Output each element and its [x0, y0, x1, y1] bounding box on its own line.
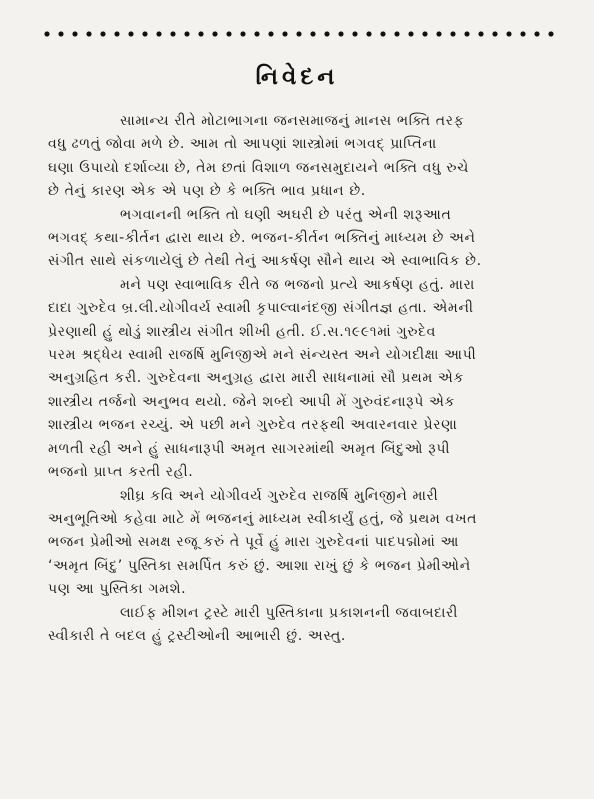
- text-line: ભગવાનની ભક્તિ તો ઘણી અઘરી છે પરંતુ એની શરૂઆત: [120, 206, 452, 223]
- text-line: લાઈફ મીશન ટ્રસ્ટે મારી પુસ્તિકાના પ્રકાશનની જવાબદારી: [120, 604, 458, 621]
- text-line: શાસ્ત્રીય તર્જનો અનુભવ થયો. જેને શબ્દો આપી મેં ગુરુવંદનારૂપે એક: [48, 393, 456, 410]
- text-line: શાસ્ત્રીય ભજન રચ્યું. એ પછી મને ગુરુદેવ તરફથી અવારનવાર પ્રેરણા: [48, 417, 458, 434]
- text-line: મળતી રહી અને હું સાધનારૂપી અમૃત સાગરમાંથી અમૃત બિંદુઓ રૂપી: [48, 440, 451, 457]
- paragraph: [48, 602, 564, 649]
- text-line: પણ આ પુસ્તિકા ગમશે.: [48, 581, 187, 598]
- paragraph: [48, 274, 564, 485]
- dotted-rule: [40, 30, 562, 38]
- text-line: ‘અમૃત બિંદુ’ પુસ્તિકા સમર્પિત કરું છું. આશા રાખું છું કે ભજન પ્રેમીઓને: [48, 557, 471, 574]
- text-line: અનુભૂતિઓ કહેવા માટે મેં ભજનનું માધ્યમ સ્વીકાર્યું હતું, જે પ્રથમ વખત: [48, 510, 478, 527]
- paragraph: [48, 110, 564, 204]
- text-line: અનુગ્રહિત કરી. ગુરુદેવના અનુગ્રહ દ્વારા મારી સાધનામાં સૌ પ્રથમ એક: [48, 370, 464, 387]
- text-line: પરમ શ્રદ્ધેય સ્વામી રાજર્ષિ મુનિજીએ મને સંન્યસ્ત અને યોગદીક્ષા આપી: [48, 347, 477, 364]
- text-line: પ્રેરણાથી હું થોડું શાસ્ત્રીય સંગીત શીખી હતી. ઈ.સ.૧૯૯૧માં ગુરુદેવ: [48, 323, 437, 340]
- page-title: નિવેદન: [255, 64, 339, 90]
- text-line: સંગીત સાથે સંકળાયેલું છે તેથી તેનું આકર્ષણ સૌને થાય એ સ્વાભાવિક છે.: [48, 253, 482, 270]
- text-line: સામાન્ય રીતે મોટાભાગના જનસમાજનું માનસ ભક્તિ તરફ: [120, 113, 465, 129]
- text-line: સ્વીકારી તે બદલ હું ટ્રસ્ટીઓની આભારી છું. અસ્તુ.: [48, 627, 346, 644]
- text-line: મને પણ સ્વાભાવિક રીતે જ ભજનો પ્રત્યે આકર્ષણ હતું. મારા: [120, 276, 475, 293]
- text-line: છે તેનું કારણ એક એ પણ છે કે ભક્તિ ભાવ પ્રધાન છે.: [48, 183, 366, 200]
- text-line: ભજનો પ્રાપ્ત કરતી રહી.: [48, 464, 194, 481]
- paragraph: [48, 485, 564, 602]
- preface-body: [48, 110, 564, 648]
- text-line: દાદા ગુરુદેવ બ્ર.લી.યોગીવર્ય સ્વામી કૃપાલ્વાનંદજી સંગીતજ્ઞ હતા. એમની: [48, 300, 474, 317]
- paragraph: [48, 204, 564, 274]
- text-line: શીઘ્ર કવિ અને યોગીવર્ય ગુરુદેવ રાજર્ષિ મુનિજીને મારી: [120, 487, 439, 504]
- text-line: ઘણા ઉપાયો દર્શાવ્યા છે, તેમ છતાં વિશાળ જનસમુદાયને ભક્તિ વધુ રુચે: [48, 159, 470, 176]
- text-line: વધુ ઢળતું જોવા મળે છે. આમ તો આપણાં શાસ્ત્રોમાં ભગવદ્ પ્રાપ્તિના: [48, 136, 437, 153]
- text-line: ભગવદ્ કથા-કીર્તન દ્વારા થાય છે. ભજન-કીર્તન ભક્તિનું માધ્યમ છે અને: [48, 230, 476, 247]
- text-line: ભજન પ્રેમીઓ સમક્ષ રજૂ કરું તે પૂર્વે હું મારા ગુરુદેવનાં પાદપદ્મોમાં આ: [48, 534, 459, 551]
